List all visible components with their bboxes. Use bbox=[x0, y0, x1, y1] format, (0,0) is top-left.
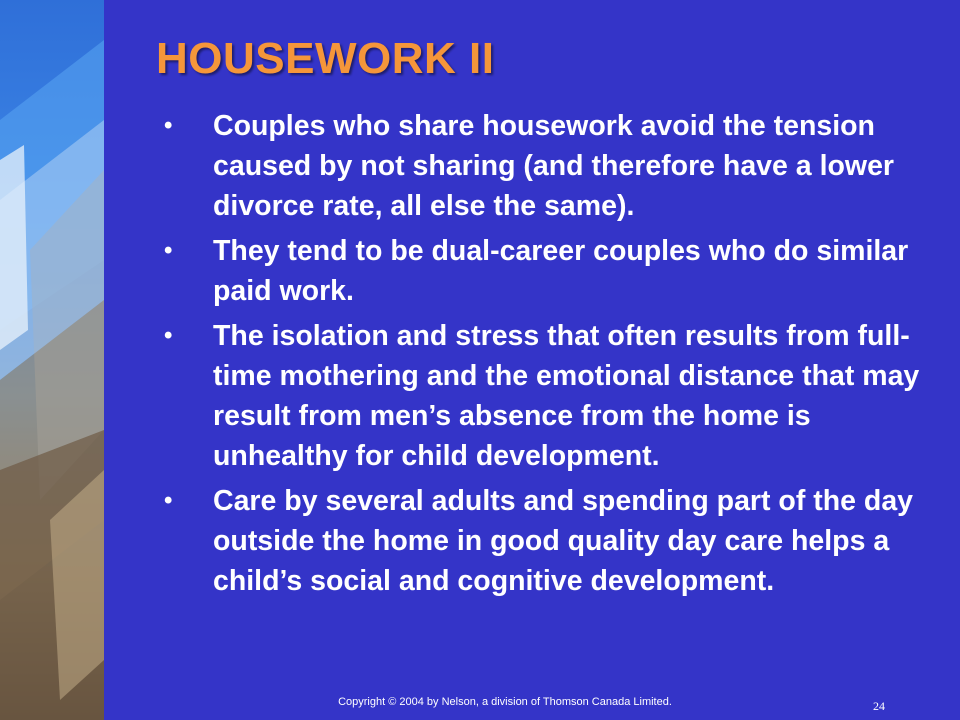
bullet-text: Care by several adults and spending part of the day outside the home in good quality day care helps a child’s social and cognitive development. bbox=[213, 485, 914, 597]
decorative-building-photo bbox=[0, 0, 104, 720]
bullet-item bbox=[164, 481, 944, 601]
bullet-marker: • bbox=[164, 322, 173, 349]
bullet-marker: • bbox=[164, 112, 173, 139]
bullet-item bbox=[164, 231, 944, 311]
bullet-marker: • bbox=[164, 487, 173, 514]
bullet-text: Couples who share housework avoid the tension caused by not sharing (and therefore have a lower divorce rate, all else the same). bbox=[213, 110, 895, 222]
bullet-item bbox=[164, 316, 944, 476]
bullet-marker: • bbox=[164, 237, 173, 264]
copyright-footer: Copyright © 2004 by Nelson, a division of Thomson Canada Limited. bbox=[338, 696, 672, 708]
page-number: 24 bbox=[873, 699, 885, 713]
bullet-item bbox=[164, 106, 944, 226]
slide-title: HOUSEWORK II bbox=[156, 34, 495, 83]
bullet-text: They tend to be dual-career couples who do similar paid work. bbox=[213, 235, 909, 307]
bullet-text: The isolation and stress that often results from full-time mothering and the emotional distance that may result from men’s absence from the home is unhealthy for child development. bbox=[213, 320, 920, 472]
bullet-list bbox=[164, 106, 944, 606]
